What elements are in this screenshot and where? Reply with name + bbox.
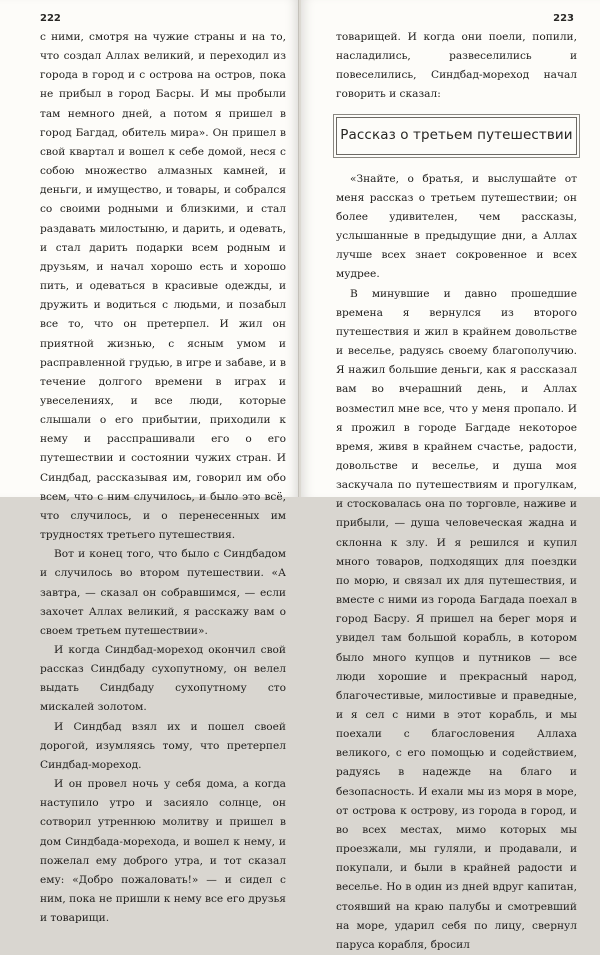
- right-page-body: [336, 28, 577, 955]
- paragraph: «Знайте, о братья, и выслушайте от меня рассказ о третьем путешествии; он более удивителен, чем рассказы, услышанные в предыдущие дни, а Аллах лучше всех знает сокровенное и всех мудрее.: [336, 172, 577, 281]
- chapter-heading-frame: [336, 117, 577, 155]
- chapter-heading: Рассказ о третьем путешествии: [340, 127, 573, 144]
- right-page: [301, 0, 600, 951]
- page-number-left: 222: [40, 13, 61, 24]
- paragraph: И когда Синдбад-мореход окончил свой рассказ Синдбаду сухопутному, он велел выдать Синдбаду сухопутному сто мискалей золотом.: [40, 644, 286, 714]
- paragraph: товарищей. И когда они поели, попили, насладились, развеселились и повеселились, Синдбад-мореход начал говорить и сказал:: [336, 31, 577, 101]
- page-number-right: 223: [553, 13, 574, 24]
- paragraph: Вот и конец того, что было с Синдбадом и случилось во втором путешествии. «А завтра, — сказал он собравшимся, — если захочет Аллах великий, я расскажу вам о своем третьем путешествии».: [40, 548, 286, 637]
- paragraph: В минувшие и давно прошедшие времена я вернулся из второго путешествия и жил в крайнем довольстве и веселье, радуясь своему благополучию. Я нажил большие деньги, как я рассказал вам во вчерашний день, и Аллах возместил мне все, что у меня пропало. И я прожил в городе Багдаде некоторое время, живя в крайнем счастье, радости, довольстве и веселье, и душа моя заскучала по путешествиям и прогулкам, и стосковалась она по торговле, наживе и прибыли, — душа человеческая жадна и склонна к злу. И я решился и купил много товаров, подходящих для поездки по морю, и связал их для путешествия, и вместе с ними из города Багдада поехал в город Басру. Я пришел на берег моря и увидел там большой корабль, в котором было много купцов и путников — все люди хорошие и прекрасный народ, благочестивые, милостивые и праведные, и я сел с ними в этот корабль, и мы поехали с благословения Аллаха великого, с его помощью и содействием, радуясь в надежде на благо и безопасность. И ехали мы из моря в море, от острова к острову, из города в город, и во всех местах, мимо которых мы проезжали, мы гуляли, и продавали, и покупали, и были в крайней радости и веселье. Но в один из дней вдруг капитан, стоявший на краю палубы и смотревший на море, ударил себя по лицу, свернул паруса корабля, бросил: [336, 287, 577, 951]
- paragraph: И Синдбад взял их и пошел своей дорогой, изумляясь тому, что претерпел Синдбад-мореход.: [40, 720, 286, 771]
- paragraph: с ними, смотря на чужие страны и на то, что создал Аллах великий, и переходил из города в город и с острова на остров, пока не прибыл в город Басры. И мы пробыли там немного дней, а потом я пришел в город Багдад, обитель мира». Он пришел в свой квартал и вошел к себе домой, неся с собою множество алмазных камней, и деньги, и имущество, и товары, и собрался со своими родными и близкими, и стал раздавать милостыню, и дарить, и одевать, и стал дарить подарки всем родным и друзьям, и начал хорошо есть и хорошо пить, и одеваться в красивые одежды, и дружить и водиться с людьми, и позабыл все то, что он претерпел. И жил он приятной жизнью, с ясным умом и расправленной грудью, в игре и забаве, и в течение долгого времени в играх и увеселениях, и все люди, которые слышали о его прибытии, приходили к нему и расспрашивали его о его путешествии и состоянии чужих стран. И Синдбад, рассказывая им, говорил им обо всем, что с ним случилось, и было это всё, что случилось, и о перенесенных им трудностях третьего путешествия.: [40, 31, 286, 542]
- paragraph: И он провел ночь у себя дома, а когда наступило утро и засияло солнце, он сотворил утреннюю молитву и пришел в дом Синдбада-морехода, и вошел к нему, и пожелал ему доброго утра, и тот сказал ему: «Добро пожаловать!» — и сидел с ним, пока не пришли к нему все его друзья и товарищи.: [40, 778, 286, 925]
- left-page: [0, 0, 299, 925]
- left-page-body: [40, 28, 286, 928]
